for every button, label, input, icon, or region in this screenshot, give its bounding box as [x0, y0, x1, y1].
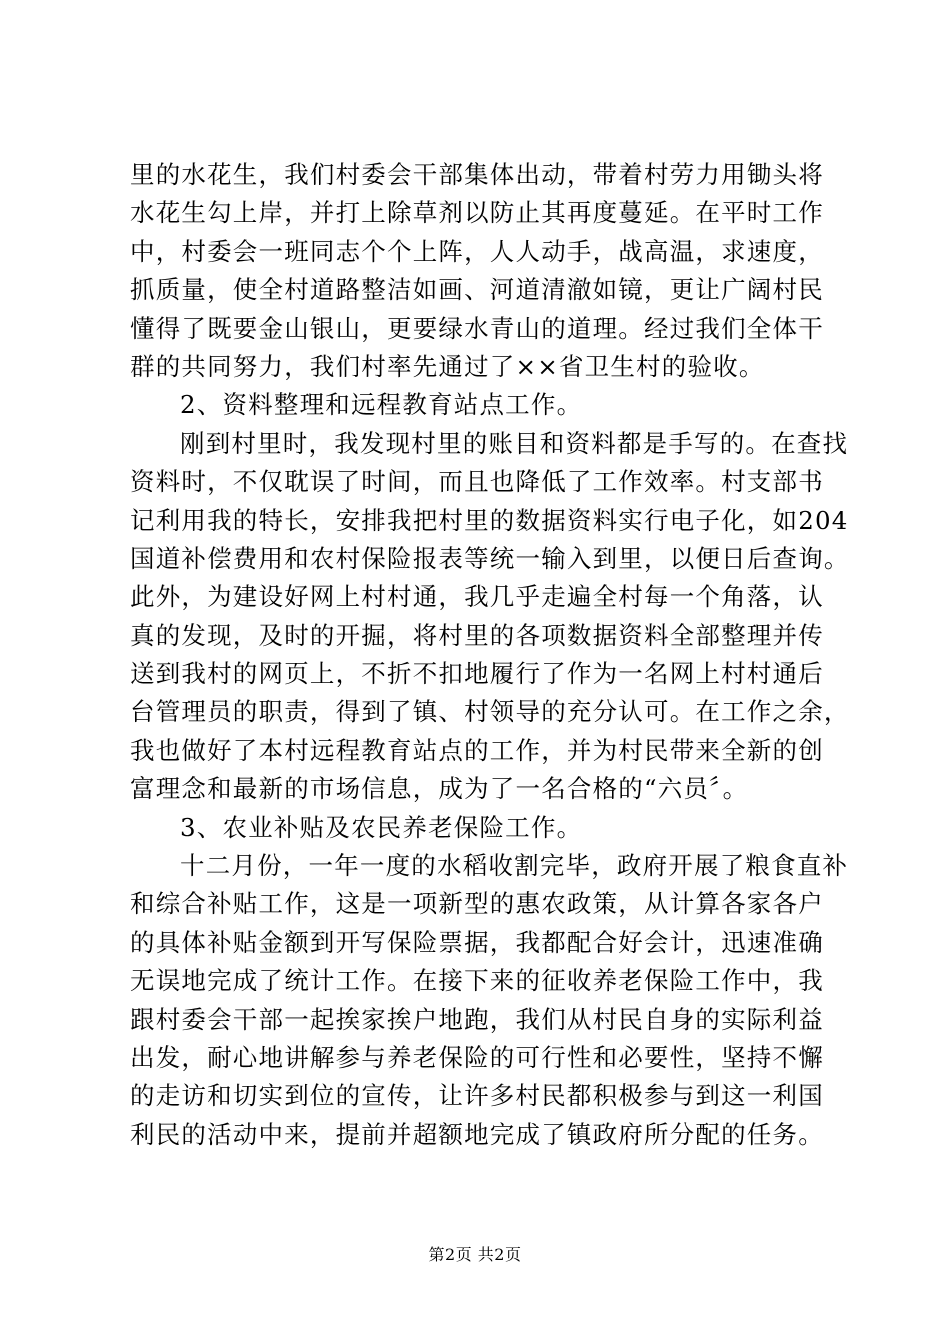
paragraph-start-line: 3、农业补贴及农民养老保险工作。	[180, 812, 583, 842]
text-line: 资料时，不仅耽误了时间，而且也降低了工作效率。村支部书	[130, 467, 824, 497]
text-line: 利民的活动中来，提前并超额地完成了镇政府所分配的任务。	[130, 1119, 824, 1149]
text-line: 抓质量，使全村道路整洁如画、河道清澈如镜，更让广阔村民	[130, 275, 824, 305]
text-line: 富理念和最新的市场信息，成为了一名合格的“六员〞。	[130, 774, 749, 804]
text-line: 送到我村的网页上，不折不扣地履行了作为一名网上村村通后	[130, 659, 824, 689]
paragraph-start-line: 刚到村里时，我发现村里的账目和资料都是手写的。在查找	[180, 428, 849, 458]
text-line: 跟村委会干部一起挨家挨户地跑，我们从村民自身的实际利益	[130, 1004, 824, 1034]
text-line: 出发，耐心地讲解参与养老保险的可行性和必要性，坚持不懈	[130, 1042, 824, 1072]
text-line: 真的发现，及时的开掘，将村里的各项数据资料全部整理并传	[130, 620, 824, 650]
text-line: 和综合补贴工作，这是一项新型的惠农政策，从计算各家各户	[130, 889, 824, 919]
text-line: 我也做好了本村远程教育站点的工作，并为村民带来全新的创	[130, 735, 824, 765]
text-line: 群的共同努力，我们村率先通过了××省卫生村的验收。	[130, 351, 765, 381]
text-line: 无误地完成了统计工作。在接下来的征收养老保险工作中，我	[130, 966, 824, 996]
paragraph-start-line: 十二月份，一年一度的水稻收割完毕，政府开展了粮食直补	[180, 851, 849, 881]
text-line: 水花生勾上岸，并打上除草剂以防止其再度蔓延。在平时工作	[130, 198, 824, 228]
paragraph-start-line: 2、资料整理和远程教育站点工作。	[180, 390, 583, 420]
text-line: 中，村委会一班同志个个上阵，人人动手，战高温，求速度，	[130, 236, 824, 266]
page-footer: 第2页 共2页	[428, 1245, 522, 1264]
document-body	[130, 156, 850, 1154]
text-line: 国道补偿费用和农村保险报表等统一输入到里，以便日后查询。	[130, 543, 850, 573]
text-line: 里的水花生，我们村委会干部集体出动，带着村劳力用锄头将	[130, 160, 824, 189]
text-line: 的具体补贴金额到开写保险票据，我都配合好会计，迅速准确	[130, 927, 824, 957]
text-line: 懂得了既要金山银山，更要绿水青山的道理。经过我们全体干	[130, 313, 824, 343]
text-line: 的走访和切实到位的宣传，让许多村民都积极参与到这一利国	[130, 1081, 824, 1111]
text-line: 记利用我的特长，安排我把村里的数据资料实行电子化，如204	[130, 505, 849, 535]
text-line: 台管理员的职责，得到了镇、村领导的充分认可。在工作之余，	[130, 697, 850, 727]
text-line: 此外，为建设好网上村村通，我几乎走遍全村每一个角落，认	[130, 582, 824, 612]
